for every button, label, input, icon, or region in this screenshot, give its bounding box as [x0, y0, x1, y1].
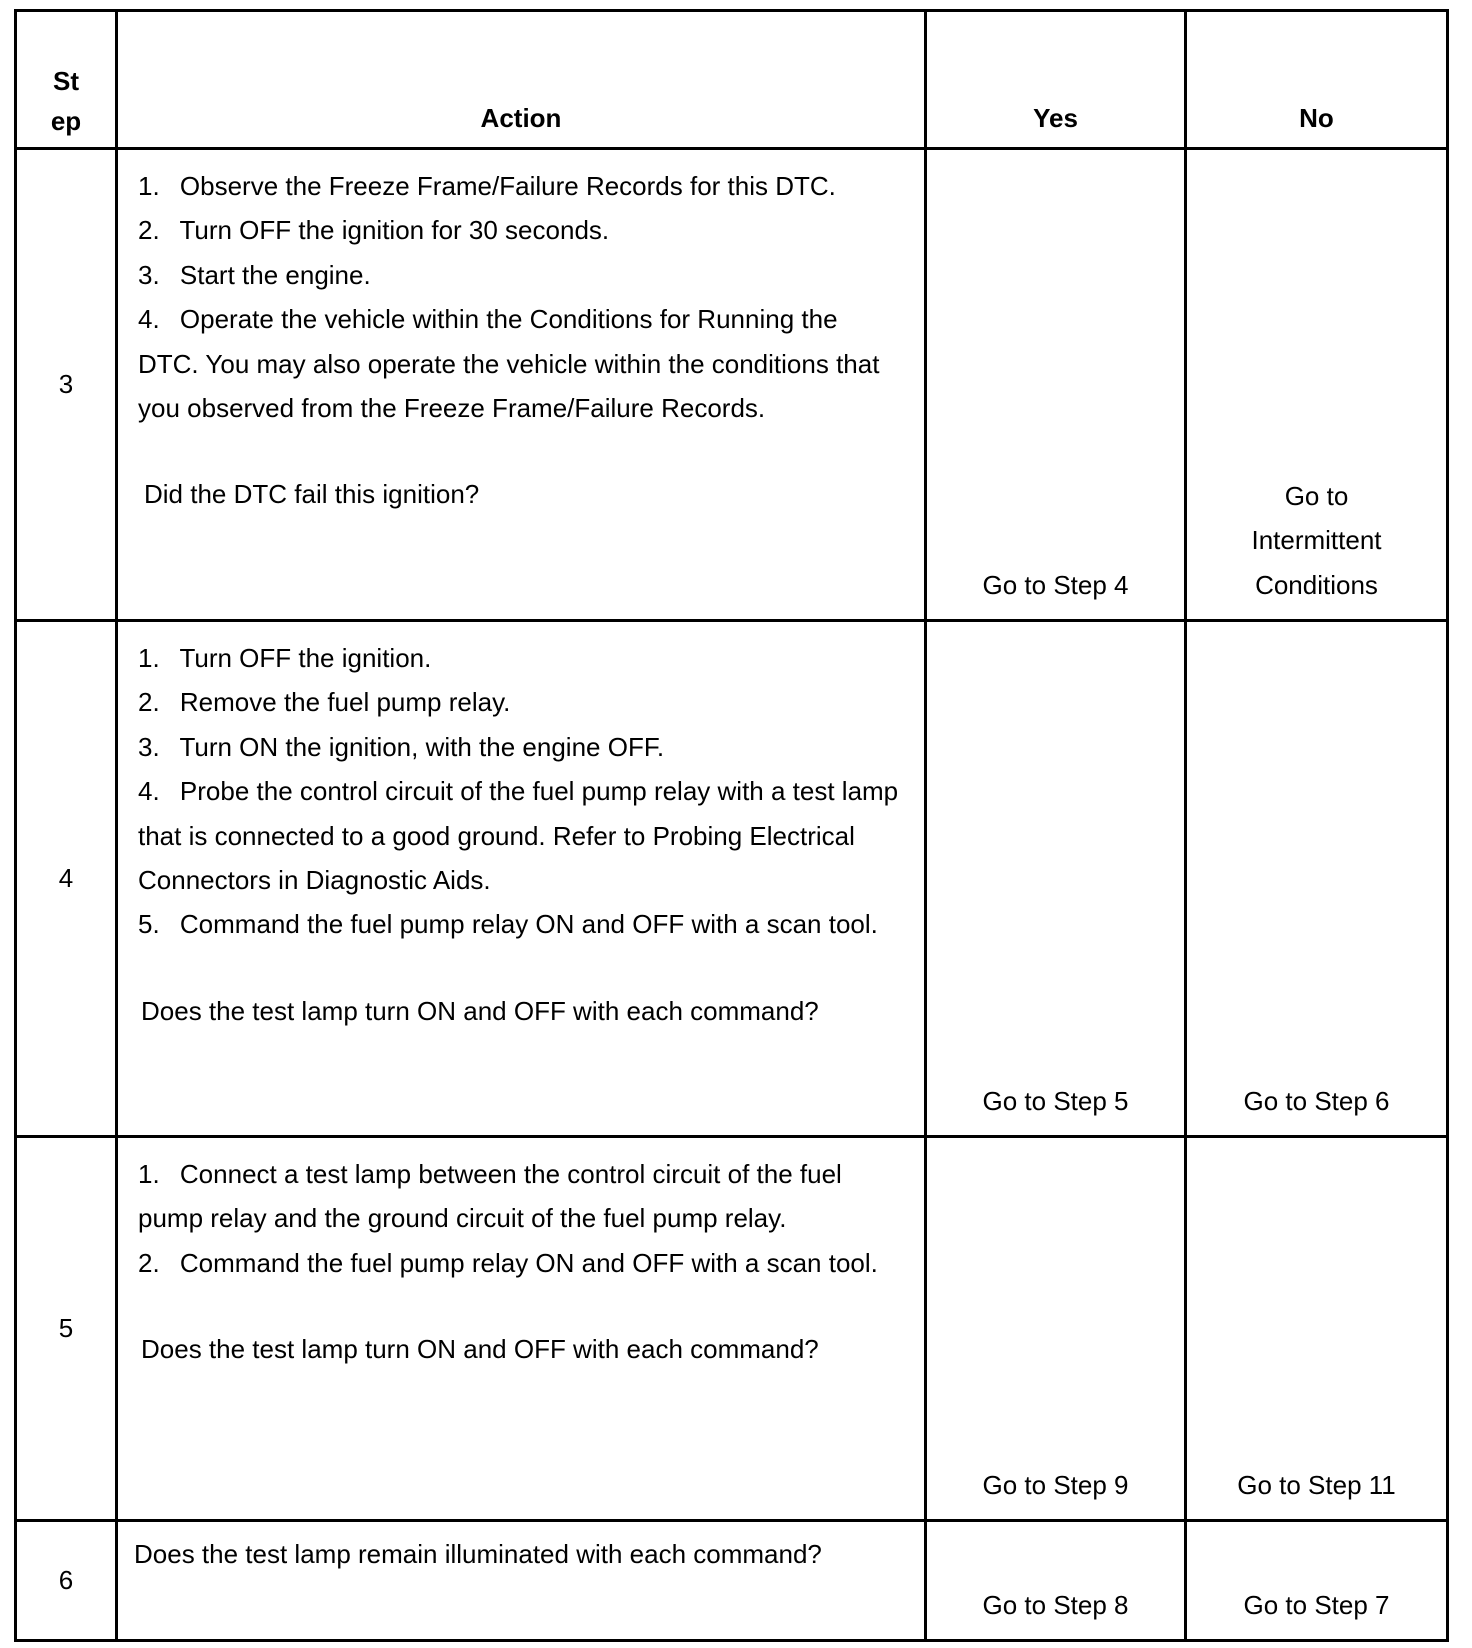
yes-cell: Go to Step 9	[926, 1137, 1186, 1521]
action-item: 2. Turn OFF the ignition for 30 seconds.	[138, 215, 610, 246]
header-yes: Yes	[926, 11, 1186, 149]
action-item: 4. Probe the control circuit of the fuel pump relay with a test lamp that is connected to a good ground. Refer to Probing Electrical Connectors in Diagnostic Aids.	[138, 776, 899, 896]
action-question: Does the test lamp turn ON and OFF with each command?	[141, 995, 819, 1026]
table-row-step-5	[16, 1137, 1448, 1521]
step-number: 3	[16, 149, 117, 621]
yes-cell: Go to Step 4	[926, 149, 1186, 621]
action-question: Did the DTC fail this ignition?	[144, 479, 480, 510]
no-cell	[1186, 149, 1448, 621]
action-item: 4. Operate the vehicle within the Conditions for Running the DTC. You may also operate the vehicle within the conditions that you observed from the Freeze Frame/Failure Records.	[138, 304, 880, 424]
header-step-line2: ep	[50, 106, 82, 136]
header-step-line1: St	[53, 66, 79, 96]
action-item: 2. Command the fuel pump relay ON and OFF with a scan tool.	[138, 1247, 878, 1278]
action-question: Does the test lamp turn ON and OFF with each command?	[141, 1334, 819, 1365]
header-step	[16, 11, 117, 149]
step-number: 6	[16, 1521, 117, 1641]
spacer	[134, 947, 904, 989]
yes-cell: Go to Step 8	[926, 1521, 1186, 1641]
action-item: 5. Command the fuel pump relay ON and OFF with a scan tool.	[138, 909, 878, 940]
spacer	[134, 1285, 904, 1327]
action-item: 1. Connect a test lamp between the control circuit of the fuel pump relay and the ground circuit of the fuel pump relay.	[138, 1159, 842, 1234]
action-item: 2. Remove the fuel pump relay.	[138, 687, 511, 718]
step-number: 4	[16, 621, 117, 1137]
action-cell	[117, 621, 926, 1137]
table-row-step-4	[16, 621, 1448, 1137]
action-item: 1. Turn OFF the ignition.	[138, 643, 432, 673]
action-cell	[117, 149, 926, 621]
no-line: Conditions	[1255, 569, 1378, 600]
action-cell	[117, 1137, 926, 1521]
header-row	[16, 11, 1448, 149]
table-row-step-6	[16, 1521, 1448, 1641]
diagnostic-table	[14, 9, 1449, 1642]
yes-cell: Go to Step 5	[926, 621, 1186, 1137]
action-item: 3. Turn ON the ignition, with the engine OFF.	[138, 731, 665, 762]
header-action: Action	[117, 11, 926, 149]
no-cell: Go to Step 11	[1186, 1137, 1448, 1521]
header-no: No	[1186, 11, 1448, 149]
action-cell	[117, 1521, 926, 1641]
spacer	[134, 430, 904, 472]
action-question: Does the test lamp remain illuminated with each command?	[134, 1539, 822, 1569]
no-cell: Go to Step 7	[1186, 1521, 1448, 1641]
step-number: 5	[16, 1137, 117, 1521]
action-item: 1. Observe the Freeze Frame/Failure Records for this DTC.	[138, 171, 836, 201]
table-row-step-3	[16, 149, 1448, 621]
no-cell: Go to Step 6	[1186, 621, 1448, 1137]
no-line: Intermittent	[1251, 525, 1382, 556]
no-line: Go to	[1284, 480, 1349, 511]
action-item: 3. Start the engine.	[138, 259, 371, 290]
